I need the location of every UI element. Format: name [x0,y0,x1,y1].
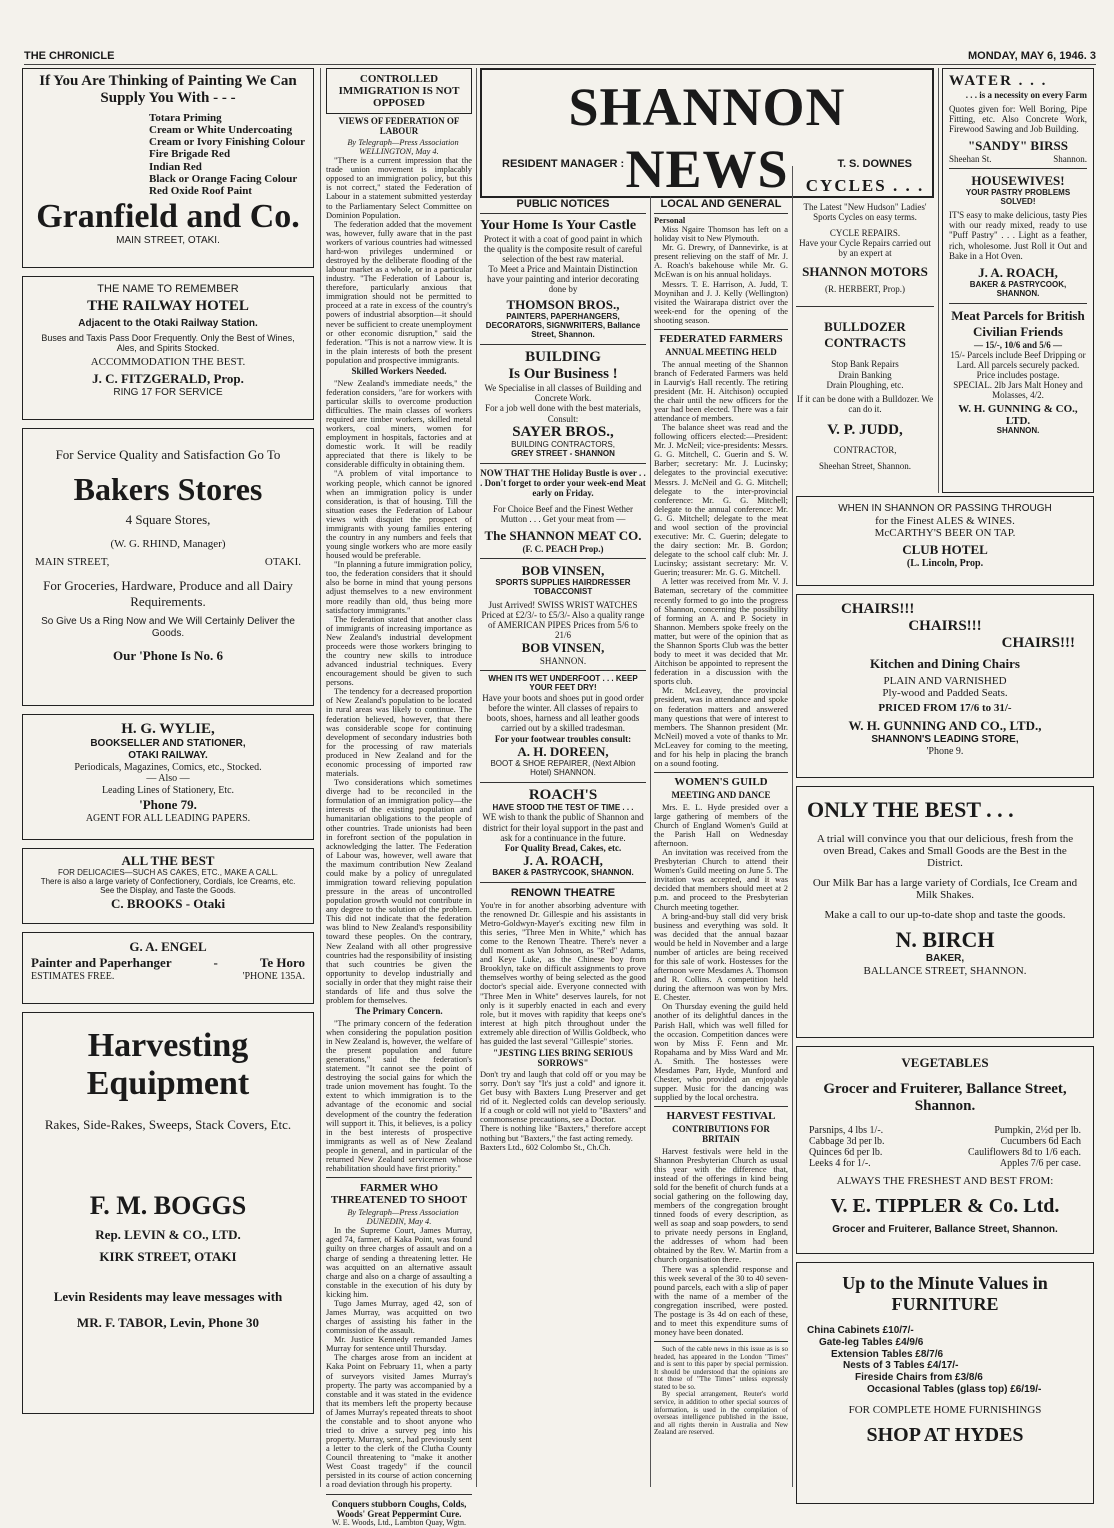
paragraph: Messrs. T. E. Harrison, A. Judd, T. Moynihan and J. J. Kelly (Wellington) visited the Wairarapa district over the week-end for the opening of the shooting season. [654,279,788,325]
bob-sub: SHANNON. [539,656,587,667]
railway-name: THE RAILWAY HOTEL [87,298,249,314]
notice-text: For Choice Beef and the Finest Wether Mutton . . . Get your meat from — [492,503,634,524]
cycles-title: CYCLES . . . [805,176,925,195]
birch-sub: BAKER, [925,953,965,964]
paper-name: THE CHRONICLE [24,50,115,62]
cycles-ad [796,166,934,294]
notice-text: WE wish to thank the public of Shannon and district for their loyal support in the past and ask for a continuance in the future. [482,812,644,843]
club-hotel-ad [796,496,1094,586]
water-text: Quotes given for: Well Boring, Pipe Fitting, etc. Also Concrete Work, Firewood Sawing and Job Building. [949,104,1087,135]
brooks-line: There is also a large variety of Confectionery, Cordials, Ice Creams, etc. [40,876,296,886]
birch-text: Make a call to our up-to-date shop and taste the goods. [824,909,1066,921]
birch-addr: BALLANCE STREET, SHANNON. [863,964,1027,977]
article-subtitle: MEETING AND DANCE [671,789,771,800]
notice-text: To Meet a Price and Maintain Distinction have your painting and interior decorating done by [487,264,639,295]
column-divider [650,196,651,1487]
birch-title: ONLY THE BEST . . . [807,797,1014,822]
veg-price-row: Parsnips, 4 lbs 1/-. Pumpkin, 2½d per lb. [809,1125,1081,1136]
immigration-article [326,138,472,1173]
notice-text: Just Arrived! SWISS WRIST WATCHES Priced at £2/3/- to £5/3/- Also a quality range of AMERICAN PIPES Prices from 5/6 to 21/6 [481,599,645,641]
list-item: Indian Red [149,160,202,173]
article-title: FARMER WHO THREATENED TO SHOOT [330,1182,468,1207]
column-divider [792,166,793,1487]
water-name: "SANDY" BIRSS [967,138,1069,154]
sayer-name: SAYER BROS., [512,423,614,440]
article-title: FEDERATED FARMERS [659,332,783,345]
jest-article: Don't try and laugh that cold off or you may be sorry. Don't say "It's just a cold" and ignore it. Get busy with Baxters Lung Preserver and get rid of it. Neglected colds can develop seriously. If a cough or cold will not yield to "Baxters" and commonsense precautions, see a Doctor. [480,1069,646,1125]
wylie-agent: AGENT FOR ALL LEADING PAPERS. [85,812,251,824]
veg-always: ALWAYS THE FRESHEST AND BEST FROM: [836,1175,1054,1187]
paragraph: An invitation was received from the Presbyterian Church to attend their Women's Guild meeting on June 5. The invitation was accepted, and it was decided that members should meet at 2 p.m. and proceed to the Presbyterian Church meeting together. [654,848,788,912]
boggs-name: F. M. BOGGS [89,1191,247,1220]
birch-name: N. BIRCH [895,927,995,952]
chairs-heading: CHAIRS!!! [908,618,982,634]
sayer-sub: BUILDING CONTRACTORS, [511,439,615,449]
meat-parcels-text: SPECIAL. 2lb Jars Malt Honey and Molasses, 4/2. [953,379,1083,400]
paragraph: "The primary concern of the federation when considering the population position in New Zealand is, however, the welfare of the present population and future generations," said the federation's statement. "It cannot see the point of destroying the social gains for which the trade union movement has fought. To the extent to which immigration is to the advantage of the economic and social development of the country the federation will support it. This, it believes, is a policy in the best interests of prospective immigrants as well as of New Zealand people in general, and in particular of the returned New Zealand servicemen whose rehabilitation should have first priority." [326,1018,472,1174]
granfield-heading: If You Are Thinking of Painting We Can Supply You With - - - [39,73,297,107]
railway-intro: THE NAME TO REMEMBER [97,283,239,295]
column-1 [22,68,314,1422]
boggs-street: KIRK STREET, OTAKI [99,1249,237,1264]
boggs-items: Rakes, Side-Rakes, Sweeps, Stack Covers, Etc. [44,1117,292,1132]
woods-ad-sub: W. E. Woods, Ltd., Lambton Quay, Wgtn. [331,1517,466,1527]
brooks-ad [22,848,314,924]
paragraph: Harvest festivals were held in the Shannon Presbyterian Church as usual this year with the difference that, instead of the offerings in kind being sold for the benefit of church funds at a social gathering on the following day, members of the congregation brought tinned foods of every description, as well as soap and soap powders, to send to private needy persons in England, the addresses of whom had been obtained by the Rev. W. Martin from a church organisation there. [654,1146,788,1265]
bakers-line: For Groceries, Hardware, Produce and all Dairy Requirements. [43,578,293,609]
bulldozer-line: Drain Banking [838,369,892,380]
paragraph: There was a splendid response and this week several of the 30 to 40 seven-pound parcels, each with a slip of paper with the name of a member of the congregation inscribed, were posted. The postage is 3s 4d on each of these, and to meet this expenditure sums of money have been donated. [654,1264,788,1338]
bulldozer-name: V. P. JUDD, [827,421,903,438]
meat-co-name: The SHANNON MEAT CO. [484,527,642,543]
right-lower-ads [796,496,1094,1512]
bakers-line: So Give Us a Ring Now and We Will Certainly Deliver the Goods. [41,616,295,639]
notice-text: For Quality Bread, Cakes, etc. [504,842,622,853]
meat-co-prop: (F. C. PEACH Prop.) [522,543,604,554]
list-item: Cream or Ivory Finishing Colour [149,136,306,149]
paragraph: "A problem of vital importance to working people, which cannot be ignored when an immigration policy is under consideration, is that of housing. Till the situation eases the Federation of Labour views with disquiet the prospect of immigrants with young families entering the country in any numbers and feels that young single workers who are more easily housed would be preferable. [326,469,472,561]
boggs-levin: Levin Residents may leave messages with [53,1289,283,1304]
furniture-item: China Cabinets £10/7/- [807,1325,914,1336]
furniture-shop: SHOP AT HYDES [866,1423,1024,1446]
subhead: Personal [654,216,686,225]
bakers-stores-ad [22,428,314,706]
wylie-line: BOOKSELLER AND STATIONER, [90,738,246,749]
tippler-sub: Grocer and Fruiterer, Ballance Street, Shannon. [832,1224,1058,1235]
chairs-phone: 'Phone 9. [926,745,964,757]
column-divider [320,68,321,1487]
housewives-sub: BAKER & PASTRYCOOK, SHANNON. [969,279,1067,298]
railway-line: Adjacent to the Otaki Railway Station. [78,318,258,329]
article-title: CONTROLLED IMMIGRATION IS NOT OPPOSED [338,73,460,109]
cycles-text: Have your Cycle Repairs carried out by an expert at [799,238,931,259]
birch-text: Our Milk Bar has a large variety of Cordials, Ice Cream and Milk Shakes. [812,877,1078,901]
chairs-title: Kitchen and Dining Chairs [870,656,1020,671]
notice-text: NOW THAT THE Holiday Bustle is over . . . Don't forget to order your week-end Meat early on Friday. [480,467,646,498]
railway-phone: RING 17 FOR SERVICE [113,386,223,398]
birch-text: A trial will convince you that our delicious, fresh from the oven Bread, Cakes and Small Goods are the Best in the District. [816,833,1074,869]
column-6 [942,68,1094,501]
article-title: WOMEN'S GUILD [674,776,768,789]
paragraph: "New Zealand's immediate needs," the federation considers, "are for workers with particular skills to overcome production difficulties. The main classes of workers required are timber workers, skilled metal workers, coal miners, women for employment in hospitals, factories and at domestic work. It will be readily appreciated that there is likely to be considerable difficulty in obtaining them. [326,378,472,470]
roach-sub: HAVE STOOD THE TEST OF TIME . . . [492,802,634,812]
paragraph: Mr. McLeavey, the provincial president, was in attendance and spoke on federation matters and answered many questions that were of interest to members. The Shannon president (Mr. McNeil) moved a vote of thanks to Mr. McLeavey for coming to the meeting, and for his help in placing the branch on a sound footing. [654,686,788,768]
paragraph: The federation added that the movement was, however, fully aware that in the past workers of various countries had witnessed hard-won privileges undermined or destroyed by the deliberate flooding of the labour market as a whole, or in a particular industry. "The Federation of Labour is, therefore, particularly anxious that immigration should not be permitted to proceed at a rate in excess of the country's powers of industrial absorption—it should never be sufficient to create unemployment or other economic disruption," said the federation. "This is not a narrow view. It is in the plain interests of both the present population and prospective immigrants. [326,219,472,365]
castle-heading: Your Home Is Your Castle [480,218,637,233]
wylie-line: OTAKI RAILWAY. [128,749,208,761]
notice-text: Protect it with a coat of good paint in which the quality is the composite result of careful selection of the best raw material. [483,234,643,265]
list-item: Cream or White Undercoating [149,123,293,136]
paragraph: "In planning a future immigration policy, too, the federation considers that it should also be borne in mind that young persons adjust themselves to a new environment more readily than old, thus being more satisfactory immigrants." [326,560,472,615]
wylie-phone: 'Phone 79. [139,796,197,812]
building-heading: BUILDING [525,349,601,366]
article-subtitle: ANNUAL MEETING HELD [665,346,777,357]
veg-price-row: Quinces 6d per lb. Cauliflowers 8d to 1/6 each. [809,1147,1081,1158]
furniture-item: Extension Tables £8/7/6 [831,1348,944,1360]
bulldozer-addr: Sheehan Street, Shannon. [819,460,911,471]
paragraph: Two considerations which sometimes diverge had to be reconciled in the formulation of an immigration policy—the interests of the existing population and humanitarian obligations to the people of other countries. Trade unionists had been in forefront section of the population in acknowledging the latter. The Federation of Labour was, however, well aware that the maximum contribution New Zealand could make by a policy of unregulated immigration toward relieving population pressure in the areas of uncontrolled population growth would not contribute in any degree to the solution of the problem. This did not indicate that the federation was blind to New Zealand's responsibility toward these peoples. On the contrary, New Zealand with all other progressive countries had the responsibility of insisting that such countries be given the opportunity to develop industrially and socially in order that they might raise their standards of life and thus solve the problem for themselves. [326,778,472,1005]
bulldozer-line: If it can be done with a Bulldozer. We can do it. [796,393,934,414]
paragraph: In the Supreme Court, James Murray, aged 74, farmer, of Kaka Point, was found guilty on three charges of assault and on a charge of sending a threatening letter. He was acquitted on an alternative assault charge and also on a charge of assaulting a constable in the execution of his duty by kicking him. [326,1226,472,1299]
meat-parcels-text: Price includes postage. [976,369,1060,380]
chairs-heading: CHAIRS!!! [841,601,915,617]
bulldozer-line: Drain Ploughing, etc. [826,379,904,390]
water-sub: . . . is a necessity on every Farm [965,90,1087,100]
jest-article: Baxters Ltd., 602 Colombo St., Ch.Ch. [480,1142,611,1152]
paragraph: The federation stated that another class of immigrants of increasing importance as New Zealand's industrial development proceeds were those workers bringing to the country new skills to introduce advanced industrial techniques. Every encouragement should be given to such persons. [326,614,472,688]
housewives-text: IT'S easy to make delicious, tasty Pies with our ready mixed, ready to use "Puff Pastry" . . . Light as a feather, rich, wholesome. Just Roll it Out and Bake in a Hot Oven. [949,210,1087,261]
thomson-name: THOMSON BROS., [506,297,620,313]
veg-sub: Grocer and Fruiterer, Ballance Street, Shannon. [823,1081,1067,1114]
renown-title: RENOWN THEATRE [510,886,616,899]
furniture-for: FOR COMPLETE HOME FURNISHINGS [848,1403,1042,1416]
cycles-prop: (R. HERBERT, Prop.) [824,284,906,295]
chairs-heading: CHAIRS!!! [1001,635,1075,651]
notice-text: For your footwear troubles consult: [494,733,632,744]
immigration-title-box [326,68,472,114]
furniture-item: Nests of 3 Tables £4/17/- [843,1360,959,1372]
housewives-sub: YOUR PASTRY PROBLEMS SOLVED! [965,188,1071,207]
wylie-ad [22,714,314,840]
brooks-line: FOR DELICACIES—SUCH AS CAKES, ETC., MAKE A CALL. [57,868,279,877]
article-title: HARVEST FESTIVAL [666,1110,776,1123]
roach-name-sub: BAKER & PASTRYCOOK, SHANNON. [492,867,634,877]
doreen-sub: BOOT & SHOE REPAIRER, (Next Albion Hotel) SHANNON. [490,758,636,777]
engel-info-row: ESTIMATES FREE. 'PHONE 135A. [31,971,305,982]
chairs-line: Ply-wood and Padded Seats. [882,687,1008,699]
paragraph: A letter was received from Mr. V. J. Bateman, secretary of the committee recently formed to go into the progress of Shannon, concerning the possibility of forming an A. and P. Society in Shannon. Members spoke freely on the matter, but were of the opinion that as the Shannon Sports Club was the better body to meet it was decided that Mr. Aitchison be appointed to represent the federation in a discussion with the sports club. [654,577,788,687]
doreen-name: A. H. DOREEN, [517,743,609,759]
cycles-name: SHANNON MOTORS [802,264,928,280]
chairs-sub: SHANNON'S LEADING STORE, [871,734,1019,745]
railway-line: Buses and Taxis Pass Door Frequently. Only the Best of Wines, Ales, and Spirits Stocked. [41,332,295,353]
club-line: McCARTHY'S BEER ON TAP. [874,526,1016,539]
article-subtitle: CONTRIBUTIONS FOR BRITAIN [672,1124,770,1144]
furniture-title: FURNITURE [891,1294,999,1314]
water-address: Sheehan St. Shannon. [949,154,1087,165]
bakers-intro: For Service Quality and Satisfaction Go To [55,447,281,462]
jest-article: There is nothing like "Baxters," therefore accept nothing but "Baxters," the fast acting remedy. [480,1124,646,1143]
granfield-ad [22,68,314,268]
railway-hotel-ad [22,276,314,420]
meat-parcels-name: W. H. GUNNING & CO., LTD. [958,403,1078,428]
railway-line: ACCOMMODATION THE BEST. [90,355,246,368]
cable-note: By special arrangement, Reuter's world service, in addition to other special sources of information, is used in the compilation of overseas intelligence published in the issue, and all rights therein in Australia and New Zealand are reserved. [654,1390,788,1437]
paragraph: Miss Ngaire Thomson has left on a holiday visit to New Plymouth. [654,225,788,244]
paragraph: Mr. G. Drewry, of Dannevirke, is at present relieving on the staff of Mr. J. A. Roach's bakehouse while Mr. G. McEwan is on his annual holidays. [654,243,788,280]
paragraph: A bring-and-buy stall did very brisk business and everything was sold. It was decided that the annual bazaar would be held in November and a large number of articles are being received for this sale of work. Hostesses for the afternoon were Mesdames A. Thomson and R. Collins. A competition held during the afternoon was won by Mrs. E. Chester. [654,911,788,1003]
paragraph: The balance sheet was read and the following officers elected:—President: Mr. J. McNeil; vice-presidents: Messrs. G. G. Mitchell, C. Guerin and S. W. Barber; secretary: Mr. J. Lucinsky; delegates to the provincial executive: Messrs. J. McNeil and G. G. Mitchell; delegate to the inter-provincial conference: Mr. G. G. Mitchell; delegate to the annual conference: Mr. G. G. Mitchell; delegate to the meat and wool section of the provincial executive: Mr. C. Guerin; delegate to the dairy section: Mr. B. Gordon; delegate to the school calf club: Mr. J. Lucinsky; assistant secretary: Mr. V. Guerin; treasurer: Mr. G. G. Mitchell. [654,423,788,578]
column-divider [938,68,939,493]
engel-name: G. A. ENGEL [129,939,207,954]
wylie-line: Periodicals, Magazines, Comics, etc., Stocked. [74,761,262,773]
cable-note: Such of the cable news in this issue as is so headed, has appeared in the London "Times" and is sent to this paper by special permission. It should be understood that the opinions are not those of "The Times" unless expressly stated to be so. [654,1345,788,1391]
paragraph: "There is a current impression that the trade union movement is implacably opposed to an immigration policy, but this is not correct," stated the Federation of Labour in a statement submitted yesterday to the Parliamentary Select Committee on Dominion Population. [326,156,472,220]
club-line: for the Finest ALES & WINES. [875,514,1015,527]
list-item: Fire Brigade Red [149,148,231,161]
bulldozer-title: BULLDOZER CONTRACTS [824,319,906,351]
paragraph: Mr. Justice Kennedy remanded James Murray for sentence until Thursday. [326,1335,472,1354]
page-date: MONDAY, MAY 6, 1946. 3 [967,50,1096,62]
notice-text: Have your boots and shoes put in good order before the winter. All classes of repairs to boots, shoes, harness and all leather goods carried out by a skilled tradesman. [482,693,644,734]
thomson-sub: PAINTERS, PAPERHANGERS, DECORATORS, SIGNWRITERS, Ballance Street, Shannon. [485,312,641,340]
tippler-ad [796,1046,1094,1254]
paragraph: Mrs. E. L. Hyde presided over a large gathering of members of the Church of England Women's Guild at the Parish Hall on Wednesday afternoon. [654,802,788,848]
brooks-line: See the Display, and Taste the Goods. [100,885,236,895]
boggs-title: Equipment [86,1065,250,1102]
list-item: Totara Priming [149,111,222,124]
chairs-ad [796,594,1094,778]
paragraph: The charges arose from an incident at Kaka Point on February 11, when a party of surveyors visited James Murray's property. The party was accompanied by a constable and it was stated in the evidence that its members left the property because of James Murray's repeated threats to shoot the constable and to shoot anyone who tried to drive a survey peg into his property. Murray, senr., had previously sent a letter to the clerk of the Clutha County Council threatening to "make it another West Coast tragedy" if the council persisted in its course of action concerning a road deviation through his property. [326,1353,472,1490]
bulldozer-sub: CONTRACTOR, [833,444,897,455]
boggs-ad [22,1012,314,1414]
bob-sub: SPORTS SUPPLIES HAIRDRESSER TOBACCONIST [495,578,631,596]
veg-price-row: Cabbage 3d per lb. Cucumbers 6d Each [809,1136,1081,1147]
byline: By Telegraph—Press Association WELLINGTON, May 4. [347,138,459,157]
column-2 [326,68,472,1527]
page-header [24,46,1096,65]
section-title: PUBLIC NOTICES [480,198,646,214]
furniture-item: Fireside Chairs from £3/8/6 [855,1372,983,1384]
boggs-levin: MR. F. TABOR, Levin, Phone 30 [76,1315,260,1330]
bakers-manager: (W. G. RHIND, Manager) [110,538,226,550]
furniture-item: Occasional Tables (glass top) £6/19/- [867,1383,1042,1395]
meat-parcels-title: Meat Parcels for British Civilian Friends [951,307,1085,339]
column-divider [476,68,477,1487]
veg-price-row: Leeks 4 for 1/-. Apples 7/6 per case. [809,1158,1081,1169]
notice-text: For a job well done with the best materials, Consult: [485,403,641,424]
bob-name: BOB VINSEN, [521,563,605,579]
list-item: Red Oxide Roof Paint [149,185,252,198]
byline: By Telegraph—Press Association DUNEDIN, May 4. [347,1208,459,1227]
masthead-manager: RESIDENT MANAGER : T. S. DOWNES [502,158,912,170]
masthead-title: SHANNON NEWS [568,77,846,199]
list-item: Black or Orange Facing Colour [149,173,298,186]
club-name: CLUB HOTEL [902,541,988,557]
woods-ad: Conquers stubborn Coughs, Colds, Woods' Great Peppermint Cure. [331,1498,467,1519]
bulldozer-line: Stop Bank Repairs [831,359,899,370]
local-article [654,216,788,1437]
column-3 [480,196,646,1488]
tippler-name: V. E. TIPPLER & Co. Ltd. [830,1195,1060,1217]
wet-heading: WHEN ITS WET UNDERFOOT . . . KEEP YOUR FEET DRY! [488,674,638,693]
bakers-name: Bakers Stores [73,471,263,507]
paragraph: On Thursday evening the guild held another of its delightful dances in the Parish Hall, which was well filled for the occasion. Competition dances were won by Miss F. Fenn and Mr. Ropahama and by Miss Ward and Mr. A. Smith. The hostesses were Mesdames Parr, Hyde, Munford and Chester, who provided an enjoyable supper. Music for the dancing was supplied by the local orchestra. [654,1002,788,1103]
engel-trade-row: Painter and Paperhanger - Te Horo [31,955,305,970]
housewives-title: HOUSEWIVES! [971,173,1065,189]
water-title: WATER . . . [949,73,1048,89]
meat-parcels-text: 15/- Parcels include Beef Dripping or Lard. All parcels securely packed. [950,349,1086,370]
subhead: The Primary Concern. [355,1006,443,1017]
housewives-name: J. A. ROACH, [978,264,1058,280]
hydes-furniture-ad [796,1262,1094,1504]
bob-name: BOB VINSEN, [521,640,605,656]
granfield-items [149,112,307,198]
veg-title: VEGETABLES [901,1055,989,1070]
renown-article: You're in for another absorbing adventure with the renowned Dr. Gillespie and his assistants in Metro-Goldwyn-Mayer's exciting new film in this series, "Three Men in White," which has come to the Renown Theatre. There's never a dull moment as Van Johnson, as "Red" Adams, and Keye Luke, as the Chinese boy from Brooklyn, take on difficult assignments to prove themselves worthy of being selected as the good doctor's special aide. Everyone connected with "Three Men in White" deserves laurels, for not only is it superbly enacted in each and every role, but it moves with rapidity that keeps one's interest at high pitch throughout under the extremely able direction of Willis Goldbeck, who has guided the last several "Gillespie" stories. [480,900,646,1046]
right-ads-box [942,68,1094,493]
paragraph: The annual meeting of the Shannon branch of Federated Farmers was held in Laurvig's Hall recently. The retiring president (Mr. H. Aitchison) occupied the chair until the new officers for the year had been elected. There was a fair attendance of members. [654,359,788,423]
wylie-line: Leading Lines of Stationery, Etc. [101,785,235,797]
granfield-address: MAIN STREET, OTAKI. [116,235,220,247]
building-heading: Is Our Business ! [508,366,618,383]
bakers-address: MAIN STREET, OTAKI. [35,556,301,568]
farmer-article [326,1208,472,1489]
wylie-line: — Also — [146,773,190,785]
engel-ad [22,932,314,1004]
furniture-title: Up to the Minute Values in [842,1273,1048,1293]
paragraph: The tendency for a decreased proportion of New Zealand's population to be located in rural areas was likely to continue. The federation believed, however, that there was considerable scope for continuing development of secondary industries both for the processing of raw materials produced in New Zealand and for the economic processing of imported raw materials. [326,687,472,779]
section-title: LOCAL AND GENERAL [654,198,788,214]
bakers-sub: 4 Square Stores, [125,512,211,527]
bulldozer-ad [796,319,934,471]
notice-text: We Specialise in all classes of Building and Concrete Work. [484,383,642,404]
furniture-item: Gate-leg Tables £4/9/6 [819,1336,924,1348]
roach-name: J. A. ROACH, [523,852,603,868]
chairs-line: PLAIN AND VARNISHED [883,675,1007,687]
granfield-name: Granfield and Co. [36,197,300,235]
club-line: WHEN IN SHANNON OR PASSING THROUGH [838,503,1052,514]
meat-parcels-sub: SHANNON. [996,426,1040,436]
cycles-text: The Latest "New Hudson" Ladies' Sports Cycles on easy terms. [803,202,927,223]
brooks-name: C. BROOKS - Otaki [110,895,226,911]
paragraph: Tugo James Murray, aged 42, son of James Murray, was acquitted on two charges of assisting his father in the commission of the assault. [326,1298,472,1336]
birch-ad [796,786,1094,1038]
bakers-phone: Our 'Phone Is No. 6 [113,647,223,663]
cycles-text: CYCLE REPAIRS. [829,228,901,239]
jest-title: "JESTING LIES BRING SERIOUS SORROWS" [493,1047,633,1068]
railway-prop: J. C. FITZGERALD, Prop. [92,370,244,386]
subhead: Skilled Workers Needed. [351,365,447,376]
wylie-name: H. G. WYLIE, [121,721,215,737]
club-prop: (L. Lincoln, Prop. [906,557,984,569]
meat-parcels-prices: — 15/-, 10/6 and 5/6 — [973,339,1062,350]
chairs-name: W. H. GUNNING AND CO., LTD., [848,718,1042,733]
brooks-title: ALL THE BEST [121,853,215,868]
column-4 [654,196,788,1488]
article-subtitle: VIEWS OF FEDERATION OF LABOUR [338,116,460,136]
column-5 [796,166,934,471]
boggs-title: Harvesting [87,1027,249,1064]
chairs-price: PRICED FROM 17/6 to 31/- [878,702,1012,714]
boggs-rep: Rep. LEVIN & CO., LTD. [95,1227,241,1242]
roach-heading: ROACH'S [528,786,598,803]
sayer-sub: GREY STREET - SHANNON [511,448,615,458]
